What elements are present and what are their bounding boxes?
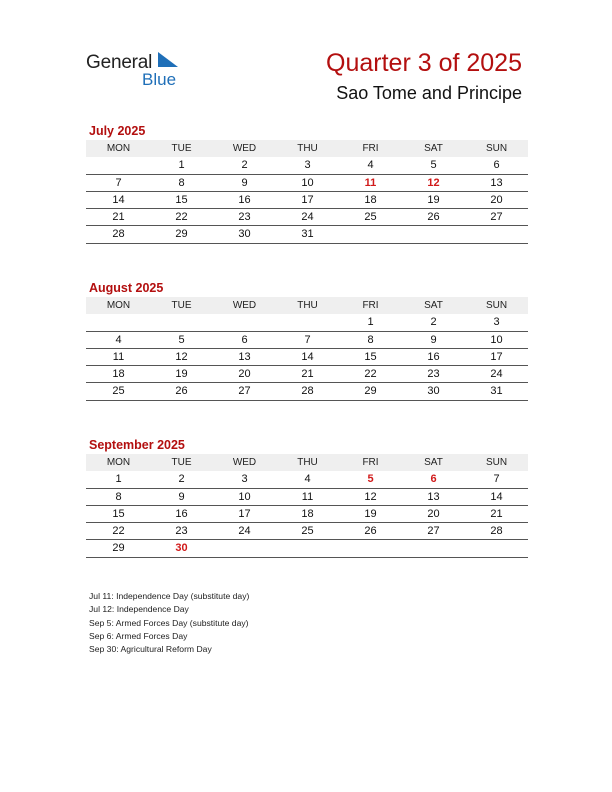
day-cell: 26 [427, 211, 440, 224]
page-title: Quarter 3 of 2025 [326, 49, 522, 77]
weekday-label: TUE [171, 300, 192, 311]
week-row [86, 383, 528, 400]
month-title: September 2025 [89, 438, 185, 452]
day-cell: 6 [493, 159, 500, 172]
month-title: August 2025 [89, 281, 164, 295]
day-cell: 19 [364, 507, 377, 520]
month-september [86, 436, 528, 558]
day-cell [402, 226, 465, 242]
day-cell: 2 [178, 473, 185, 486]
weekday-label: FRI [362, 143, 379, 154]
week-row [86, 332, 528, 349]
country-subtitle: Sao Tome and Principe [336, 83, 522, 103]
day-cell: 15 [364, 350, 377, 363]
day-cell: 20 [427, 507, 440, 520]
week-row [86, 226, 528, 243]
holiday-day-cell: 5 [367, 473, 374, 486]
holiday-day-cell: 11 [364, 176, 377, 189]
weekday-header-row [86, 454, 528, 471]
week-row [86, 314, 528, 331]
day-cell: 14 [301, 350, 314, 363]
day-cell: 5 [178, 333, 185, 346]
day-cell: 25 [112, 385, 125, 398]
day-cell [465, 226, 528, 242]
day-cell: 29 [112, 542, 125, 555]
logo-flag-icon [158, 52, 178, 67]
logo [86, 50, 196, 90]
day-cell: 24 [490, 368, 503, 381]
day-cell [465, 540, 528, 556]
week-row [86, 523, 528, 540]
day-cell: 6 [241, 333, 248, 346]
day-cell: 5 [430, 159, 437, 172]
weekday-header-row [86, 297, 528, 314]
day-cell [276, 314, 339, 330]
day-cell: 17 [301, 193, 314, 206]
day-cell: 20 [238, 368, 251, 381]
weekday-label: MON [106, 143, 131, 154]
day-cell: 21 [301, 368, 314, 381]
weekday-label: WED [232, 457, 257, 468]
day-cell: 9 [178, 490, 185, 503]
week-row [86, 489, 528, 506]
day-cell: 7 [493, 473, 500, 486]
day-cell: 3 [241, 473, 248, 486]
day-cell [339, 226, 402, 242]
day-cell: 21 [112, 211, 125, 224]
day-cell: 14 [490, 490, 503, 503]
day-cell: 28 [112, 228, 125, 241]
day-cell [402, 540, 465, 556]
day-cell: 27 [238, 385, 251, 398]
weekday-label: TUE [171, 143, 192, 154]
holiday-notes [89, 590, 249, 656]
day-cell: 29 [364, 385, 377, 398]
day-cell: 16 [175, 507, 188, 520]
day-cell: 15 [112, 507, 125, 520]
day-cell: 11 [112, 350, 125, 363]
weekday-label: WED [232, 300, 257, 311]
holiday-note: Jul 11: Independence Day (substitute day) [89, 591, 250, 601]
weekday-header-row [86, 140, 528, 157]
day-cell: 28 [490, 525, 503, 538]
day-cell: 3 [493, 316, 500, 329]
day-cell: 27 [490, 211, 503, 224]
weekday-label: MON [106, 300, 131, 311]
week-row [86, 540, 528, 557]
day-cell: 30 [238, 228, 251, 241]
day-cell [276, 540, 339, 556]
weekday-label: TUE [171, 457, 192, 468]
day-cell: 17 [238, 507, 251, 520]
day-cell: 30 [427, 385, 440, 398]
weekday-label: THU [297, 457, 318, 468]
day-cell: 27 [427, 525, 440, 538]
day-cell: 23 [427, 368, 440, 381]
month-august [86, 279, 528, 401]
weekday-label: FRI [362, 457, 379, 468]
day-cell: 13 [490, 176, 503, 189]
weekday-label: SUN [485, 300, 508, 311]
day-cell: 26 [175, 385, 188, 398]
day-cell: 17 [490, 350, 503, 363]
weekday-label: SAT [424, 300, 443, 311]
weekday-label: WED [232, 143, 257, 154]
day-cell: 20 [490, 193, 503, 206]
day-cell: 28 [301, 385, 314, 398]
day-cell: 13 [238, 350, 251, 363]
day-cell: 21 [490, 507, 503, 520]
day-cell [150, 314, 213, 330]
day-cell: 25 [364, 211, 377, 224]
weekday-label: SAT [424, 143, 443, 154]
day-cell: 1 [115, 473, 122, 486]
week-row [86, 366, 528, 383]
week-row [86, 175, 528, 192]
holiday-note: Sep 6: Armed Forces Day [89, 630, 188, 641]
day-cell [87, 157, 150, 173]
weekday-label: SUN [485, 457, 508, 468]
holiday-day-cell: 30 [175, 542, 188, 555]
day-cell: 13 [427, 490, 440, 503]
logo-blue-text: Blue [142, 70, 177, 89]
day-cell: 15 [175, 193, 188, 206]
weekday-label: SAT [424, 457, 443, 468]
day-cell: 24 [238, 525, 251, 538]
day-cell: 9 [430, 333, 437, 346]
day-cell: 10 [490, 333, 503, 346]
day-cell: 26 [364, 525, 377, 538]
day-cell: 22 [175, 211, 188, 224]
day-cell: 8 [115, 490, 122, 503]
day-cell: 23 [175, 525, 188, 538]
week-row [86, 157, 528, 174]
week-row [86, 209, 528, 226]
day-cell: 22 [112, 525, 125, 538]
day-cell: 1 [367, 316, 374, 329]
day-cell: 23 [238, 211, 251, 224]
day-cell: 25 [301, 525, 314, 538]
day-cell: 22 [364, 368, 377, 381]
month-july [86, 122, 528, 244]
day-cell: 16 [238, 193, 251, 206]
day-cell: 12 [364, 490, 377, 503]
day-cell: 2 [241, 159, 248, 172]
day-cell: 18 [301, 507, 314, 520]
week-row [86, 471, 528, 488]
day-cell: 7 [304, 333, 311, 346]
day-cell [213, 314, 276, 330]
weekday-label: MON [106, 457, 131, 468]
holiday-note: Sep 30: Agricultural Reform Day [89, 644, 212, 655]
holiday-note: Sep 5: Armed Forces Day (substitute day) [89, 617, 249, 628]
day-cell: 14 [112, 193, 125, 206]
holiday-day-cell: 12 [427, 176, 440, 189]
day-cell: 31 [490, 385, 503, 398]
weekday-label: THU [297, 143, 318, 154]
day-cell: 9 [241, 176, 248, 189]
day-cell: 7 [115, 176, 122, 189]
weekday-label: THU [297, 300, 318, 311]
day-cell: 10 [238, 490, 251, 503]
week-row [86, 349, 528, 366]
day-cell: 1 [178, 159, 185, 172]
weekday-label: FRI [362, 300, 379, 311]
week-row [86, 192, 528, 209]
day-cell: 10 [301, 176, 314, 189]
day-cell: 24 [301, 211, 314, 224]
day-cell: 3 [304, 159, 311, 172]
day-cell: 2 [430, 316, 437, 329]
day-cell: 16 [427, 350, 440, 363]
day-cell: 18 [364, 193, 377, 206]
day-cell: 8 [367, 333, 374, 346]
day-cell: 19 [427, 193, 440, 206]
day-cell: 12 [175, 350, 188, 363]
day-cell: 18 [112, 368, 125, 381]
day-cell: 19 [175, 368, 188, 381]
day-cell: 11 [301, 490, 314, 503]
day-cell: 4 [115, 333, 122, 346]
weekday-label: SUN [485, 143, 508, 154]
day-cell: 29 [175, 228, 188, 241]
day-cell: 31 [301, 228, 314, 241]
week-row [86, 506, 528, 523]
day-cell [87, 314, 150, 330]
day-cell: 8 [178, 176, 185, 189]
holiday-day-cell: 6 [430, 473, 437, 486]
day-cell: 4 [304, 473, 311, 486]
day-cell: 4 [367, 159, 374, 172]
logo-general-text: General [86, 52, 153, 73]
day-cell [213, 540, 276, 556]
day-cell [339, 540, 402, 556]
month-title: July 2025 [89, 124, 146, 138]
holiday-note: Jul 12: Independence Day [89, 604, 189, 615]
